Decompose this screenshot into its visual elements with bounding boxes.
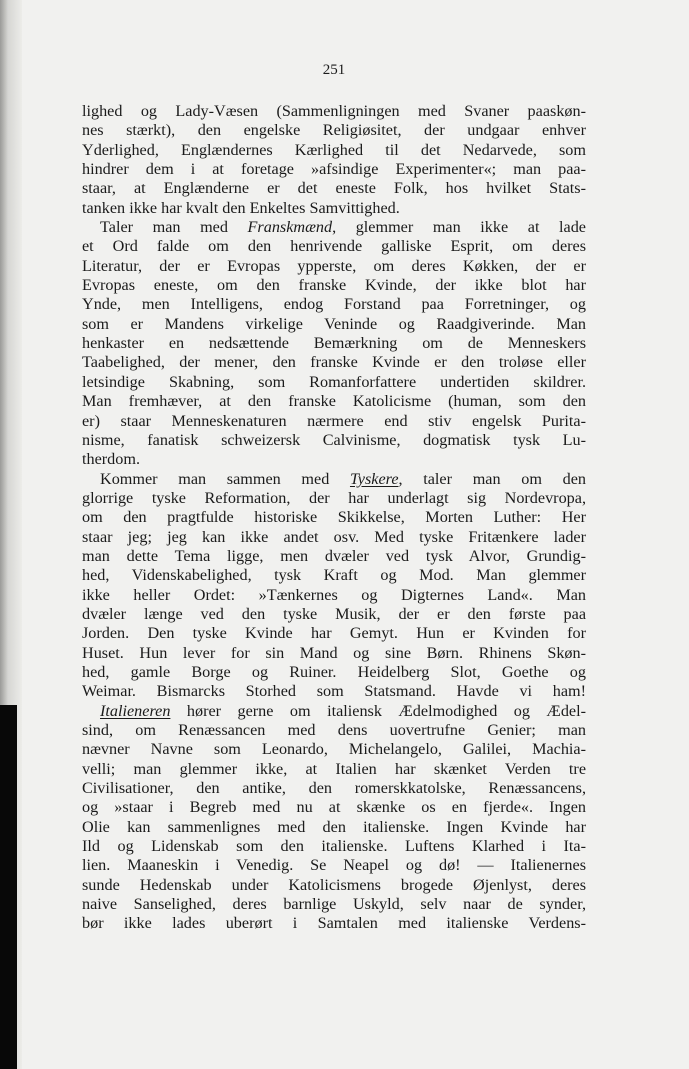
text-line: lighed og Lady-Væsen (Sammenligningen med Svaner paaskøn-	[82, 102, 586, 120]
text-line: sind, om Renæssancen med dens uovertrufne Genier; man	[82, 721, 586, 739]
text-line: som er Mandens virkelige Veninde og Raadgiverinde. Man	[82, 314, 586, 333]
text-line: Ild og Lidenskab som den italienske. Luftens Klarhed i Ita-	[82, 837, 586, 856]
text-line: hindrer dem i at foretage »afsindige Experimenter«; man paa-	[82, 160, 586, 179]
text-line: nes stærkt), den engelske Religiøsitet, der undgaar enhver	[82, 121, 586, 140]
italic-term: Franskmænd	[247, 218, 333, 237]
text-line: Literatur, der er Evropas ypperste, om deres Køkken, der er	[82, 256, 586, 275]
text-line: velli; man glemmer ikke, at Italien har skænket Verden tre	[82, 759, 586, 778]
text-line: nisme, fanatisk schweizersk Calvinisme, dogmatisk tysk Lu-	[82, 430, 586, 449]
text-line: om den pragtfulde historiske Skikkelse, Morten Luther: Her	[82, 508, 586, 527]
text-line: bør ikke lades uberørt i Samtalen med italienske Verdens-	[82, 914, 586, 933]
text-line: dvæler længe ved den tyske Musik, der er den første paa	[82, 604, 586, 623]
paragraph-start-line: Taler man med Franskmænd, glemmer man ikke at lade	[100, 218, 586, 237]
text-line: et Ord falde om den henrivende galliske Esprit, om deres	[82, 237, 586, 256]
text-line: hed, Videnskabelighed, tysk Kraft og Mod. Man glemmer	[82, 566, 586, 585]
text-line: Olie kan sammenlignes med den italienske. Ingen Kvinde har	[82, 817, 586, 836]
text-line: Evropas eneste, om den franske Kvinde, der ikke blot har	[82, 276, 586, 295]
text-line: henkaster en nedsættende Bemærkning om de Menneskers	[82, 334, 586, 353]
body-text	[82, 102, 586, 934]
text-line: naive Sanselighed, deres barnlige Uskyld, selv naar de synder,	[82, 895, 586, 914]
text-line: og »staar i Begreb med nu at skænke os en fjerde«. Ingen	[82, 798, 586, 817]
italic-term: Tyskere	[349, 469, 399, 488]
paragraph-start-line: Kommer man sammen med Tyskere, taler man om den	[100, 469, 586, 488]
text-line: glorrige tyske Reformation, der har underlagt sig Nordevropa,	[82, 488, 586, 507]
text-line: er) staar Menneskenaturen nærmere end stiv engelsk Purita-	[82, 411, 586, 430]
text-line: Ynde, men Intelligens, endog Forstand paa Forretninger, og	[82, 295, 586, 314]
italic-term: Italieneren	[100, 701, 171, 720]
text-line: ikke heller Ordet: »Tænkernes og Digternes Land«. Man	[82, 585, 586, 604]
text-line: hed, gamle Borge og Ruiner. Heidelberg Slot, Goethe og	[82, 662, 586, 681]
text-line: man dette Tema ligge, men dvæler ved tysk Alvor, Grundig-	[82, 546, 586, 565]
text-line: nævner Navne som Leonardo, Michelangelo, Galilei, Machia-	[82, 740, 586, 759]
paragraph-start-line: Italieneren hører gerne om italiensk Ædelmodighed og Ædel-	[100, 701, 586, 720]
text-line: lien. Maaneskin i Venedig. Se Neapel og dø! — Italienernes	[82, 856, 586, 875]
text-line: Weimar. Bismarcks Storhed som Statsmand. Havde vi ham!	[82, 682, 586, 701]
text-line: staar, at Englænderne er det eneste Folk, hos hvilket Stats-	[82, 179, 586, 198]
page-edge-shadow	[0, 0, 22, 1069]
text-line: letsindige Skabning, som Romanforfattere undertiden skildrer.	[82, 372, 586, 391]
text-line: Taabelighed, der mener, den franske Kvinde er den troløse eller	[82, 353, 586, 372]
text-line: staar jeg; jeg kan ikke andet osv. Med tyske Fritænkere lader	[82, 527, 586, 546]
text-line: Man fremhæver, at den franske Katolicisme (human, som den	[82, 392, 586, 411]
page-number: 251	[322, 62, 346, 78]
text-line: therdom.	[82, 450, 140, 469]
text-line: sunde Hedenskab under Katolicismens brogede Øjenlyst, deres	[82, 875, 586, 894]
text-line: Civilisationer, den antike, den romerskkatolske, Renæssancens,	[82, 779, 586, 798]
text-line: Jorden. Den tyske Kvinde har Gemyt. Hun er Kvinden for	[82, 624, 586, 643]
text-line: tanken ikke har kvalt den Enkeltes Samvittighed.	[82, 198, 400, 217]
text-line: Yderlighed, Englændernes Kærlighed til det Nedarvede, som	[82, 140, 586, 159]
text-line: Huset. Hun lever for sin Mand og sine Børn. Rhinens Skøn-	[82, 643, 586, 662]
